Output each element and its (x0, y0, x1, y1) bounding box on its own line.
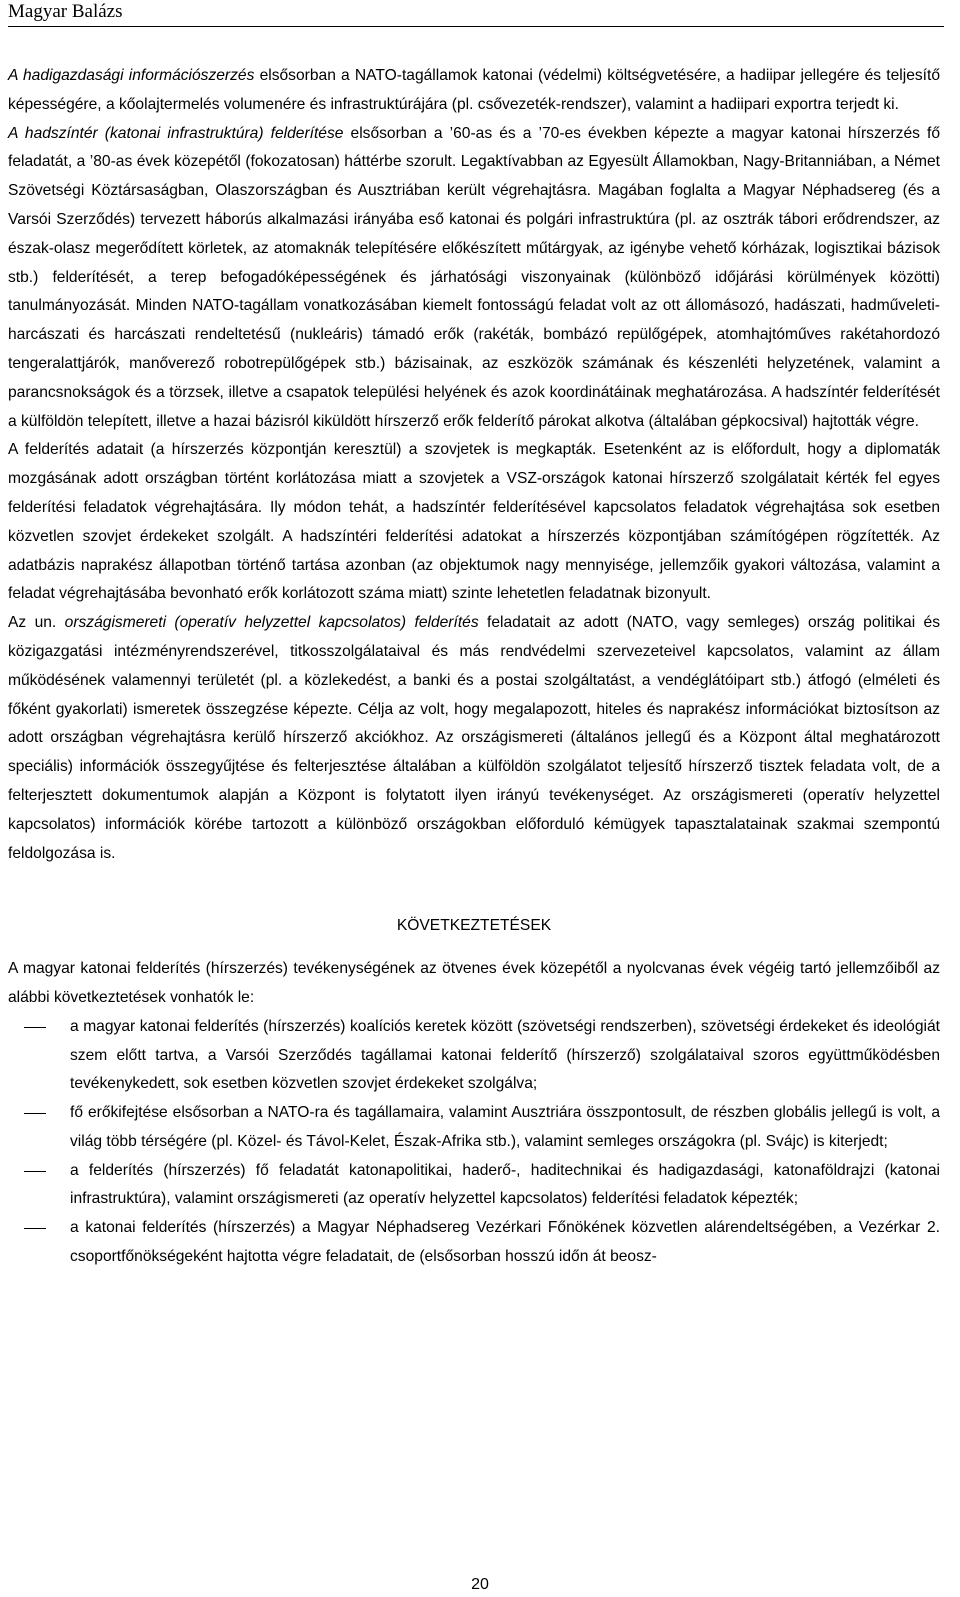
list-item-text: a magyar katonai felderítés (hírszerzés) koalíciós keretek között (szövetségi rendszerben), szövetségi érdekeket és ideológiát szem előtt tartva, a Varsói Szerződés tagállamai katonai felderítő (hírszerző) szolgálataival szoros együttműködésben tevékenykedett, sok esetben közvetlen szovjet érdekeket szolgálva; (70, 1017, 940, 1093)
dash-bullet (24, 1228, 46, 1229)
paragraph-text: feladatait az adott (NATO, vagy semleges) ország politikai és közigazgatási intézményrendszerével, titkosszolgálataival és más rendvédelmi szervezeteivel kapcsolatos, valamint az állam működésének valamennyi területét (pl. a közlekedést, a banki és a postai szolgáltatást, a vendéglátóipart stb.) átfogó (elméleti és főként gyakorlati) ismeretek összegzése képezte. Célja az volt, hogy megalapozott, hiteles és naprakész információkat biztosítson az adott országban végrehajtásra kerülő hírszerző akciókhoz. Az országismereti (általános jellegű és a Központ által meghatározott speciális) információk összegyűjtése és felterjesztése általában a külföldön szolgálatot teljesítő hírszerző tisztek feladata volt, de a felterjesztett dokumentumok alapján a Központ is folytatott ilyen irányú tevékenységet. Az országismereti (operatív helyzettel kapcsolatos) információk körébe tartozott a különböző országokban előforduló kémügyek tapasztalatainak szakmai szempontú feldolgozása is. (8, 614, 941, 862)
list-item-text: fő erőkifejtése elsősorban a NATO-ra és tagállamaira, valamint Ausztriára összpontosult, de részben globális jellegű is volt, a világ több térségére (pl. Közel- és Távol-Kelet, Észak-Afrika stb.), valamint semleges országokra (pl. Svájc) is kiterjedt; (70, 1104, 940, 1150)
dash-bullet (24, 1171, 46, 1172)
list-item (8, 1013, 940, 1099)
body-text (8, 62, 940, 1272)
dash-bullet (24, 1113, 46, 1114)
italic-term: A hadigazdasági információszerzés (8, 67, 255, 84)
paragraph-text: Az un. (8, 614, 65, 632)
paragraph-theater-reconnaissance (8, 120, 940, 437)
page-number: 20 (471, 1576, 489, 1593)
list-item-text: a katonai felderítés (hírszerzés) a Magyar Néphadsereg Vezérkari Főnökének közvetlen alárendeltségében, a Vezérkar 2. csoportfőnökségeként hajtotta végre feladatait, de (elsősorban hosszú időn át beosz- (70, 1219, 940, 1266)
running-header-author: Magyar Balázs (8, 1, 123, 22)
paragraph-data-sharing (8, 436, 940, 609)
paragraph-economic-intelligence (8, 62, 940, 120)
dash-bullet (24, 1027, 46, 1028)
list-item (8, 1099, 940, 1157)
paragraph-text: A felderítés adatait (a hírszerzés központján keresztül) a szovjetek is megkapták. Esetenként az is előfordult, hogy a diplomaták mozgásának adott országban történt korlátozása miatt a szovjetek a VSZ-országok katonai hírszerző szolgálatait kérték fel egyes felderítési feladatok végrehajtására. Ily módon tehát, a hadszíntér felderítésével kapcsolatos feladatok végrehajtása sok esetben közvetlen szovjet érdekeket szolgált. A hadszíntéri felderítési adatokat a hírszerzés központjában számítógépen rögzítették. Az adatbázis naprakész állapotban történő tartása azonban (az objektumok nagy mennyisége, jellemzőik gyakori változása, valamint a feladat végrehajtásába bevonható erők korlátozott száma miatt) szinte lehetetlen feladatnak bizonyult. (8, 441, 940, 603)
italic-term: A hadszíntér (katonai infrastruktúra) felderítése (8, 124, 344, 142)
list-item-text: a felderítés (hírszerzés) fő feladatát katonapolitikai, haderő-, haditechnikai és hadigazdasági, katonaföldrajzi (katonai infrastruktúra), valamint országismereti (az operatív helyzettel kapcsolatos) felderítési feladatok képezték; (70, 1161, 940, 1208)
paragraph-text: elsősorban a NATO-tagállamok katonai (védelmi) költségvetésére, a hadiipar jellegére és teljesítő képességére, a kőolajtermelés volumenére és infrastruktúrájára (pl. csővezeték-rendszer), valamint a hadiipari exportra terjedt ki. (8, 67, 940, 113)
conclusions-intro: A magyar katonai felderítés (hírszerzés) tevékenységének az ötvenes évek közepétől a nyolcvanas évek végéig tartó jellemzőiből az alábbi következtetések vonhatók le: (8, 960, 940, 1006)
page-header (8, 0, 944, 27)
paragraph-text: elsősorban a ’60-as és a ’70-es években képezte a magyar katonai hírszerzés fő feladatát, a ’80-as évek közepétől (fokozatosan) háttérbe szorult. Legaktívabban az Egyesült Államokban, Nagy-Britanniában, a Német Szövetségi Köztársaságban, Olaszországban és Ausztriában került végrehajtásra. Magában foglalta a Magyar Néphadsereg (és a Varsói Szerződés) tervezett háborús alkalmazási irányába eső katonai és polgári infrastruktúra (pl. az osztrák tábori erődrendszer, az észak-olasz megerődített körletek, az atomaknák telepítésére előkészített műtárgyak, az igénybe vehető kórházak, logisztikai bázisok stb.) felderítését, a terep befogadóképességének és járhatósági viszonyainak (különböző időjárási körülmények közötti) tanulmányozását. Minden NATO-tagállam vonatkozásában kiemelt fontosságú feladat volt az ott állomásozó, hadászati, hadműveleti-harcászati és harcászati rendeltetésű (nukleáris) támadó erők (rakéták, bombázó repülőgépek, atomhajtóműves rakétahordozó tengeralattjárók, manőverező robotrepülőgépek stb.) bázisainak, az eszközök számának és készenléti helyzetének, valamint a parancsnokságok és a törzsek, illetve a csapatok települési helyének és azok koordinátáinak meghatározása. A hadszíntér felderítését a külföldön telepített, illetve a hazai bázisról kiküldött hírszerző erők felderítő párokat alkotva (általában gépkocsival) hajtották végre. (8, 124, 940, 430)
list-item (8, 1157, 940, 1215)
paragraph-country-knowledge (8, 609, 940, 868)
italic-term: országismereti (operatív helyzettel kapcsolatos) felderítés (64, 614, 479, 632)
section-heading: KÖVETKEZTETÉSEK (396, 917, 552, 935)
list-item (8, 1214, 940, 1272)
conclusions-list (8, 1013, 940, 1272)
